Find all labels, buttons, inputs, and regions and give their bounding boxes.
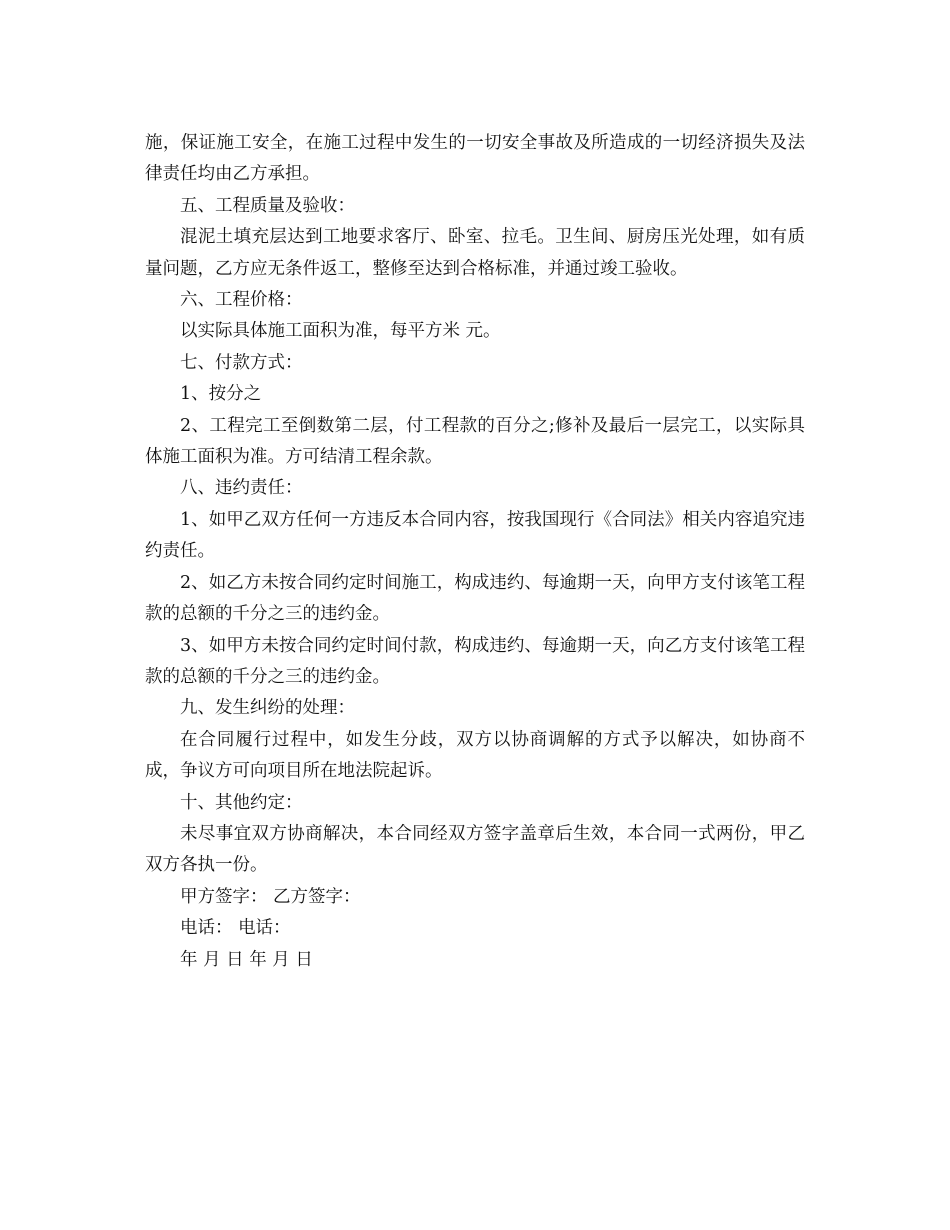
paragraph-payment-item-1: 1、按分之 [180, 384, 262, 405]
paragraph-breach-item-2: 2、如乙方未按合同约定时间施工，构成违约、每逾期一天，向甲方支付该笔工程款的总额的千分之三的违约金。 [145, 572, 805, 625]
paragraph-dispute-resolution: 在合同履行过程中，如发生分歧，双方以协商调解的方式予以解决，如协商不成，争议方可向项目所在地法院起诉。 [145, 729, 805, 782]
paragraph-other-terms: 未尽事宜双方协商解决，本合同经双方签字盖章后生效，本合同一式两份，甲乙双方各执一份。 [145, 823, 805, 876]
paragraph-breach-item-3: 3、如甲方未按合同约定时间付款，构成违约、每逾期一天，向乙方支付该笔工程款的总额的千分之三的违约金。 [145, 635, 805, 687]
phone-line: 电话： 电话： [180, 918, 291, 939]
heading-quality-acceptance: 五、工程质量及验收： [180, 195, 355, 216]
heading-project-price: 六、工程价格： [180, 290, 303, 311]
heading-payment-method: 七、付款方式： [180, 352, 303, 373]
date-line: 年 月 日 年 月 日 [180, 949, 313, 970]
heading-other-terms: 十、其他约定： [180, 792, 303, 813]
signature-line: 甲方签字： 乙方签字： [180, 886, 361, 907]
heading-breach-liability: 八、违约责任： [180, 478, 303, 499]
paragraph-price-basis: 以实际具体施工面积为准，每平方米 元。 [180, 321, 501, 342]
paragraph-payment-item-2: 2、工程完工至倒数第二层，付工程款的百分之;修补及最后一层完工，以实际具体施工面积为准。方可结清工程余款。 [145, 415, 805, 468]
document-body [145, 128, 805, 976]
paragraph-breach-item-1: 1、如甲乙双方任何一方违反本合同内容，按我国现行《合同法》相关内容追究违约责任。 [145, 509, 805, 562]
paragraph-quality-requirements: 混泥土填充层达到工地要求客厅、卧室、拉毛。卫生间、厨房压光处理，如有质量问题，乙方应无条件返工，整修至达到合格标准，并通过竣工验收。 [145, 227, 805, 279]
paragraph-safety-liability: 施，保证施工安全，在施工过程中发生的一切安全事故及所造成的一切经济损失及法律责任均由乙方承担。 [145, 133, 805, 185]
heading-dispute-handling: 九、发生纠纷的处理： [180, 698, 355, 719]
